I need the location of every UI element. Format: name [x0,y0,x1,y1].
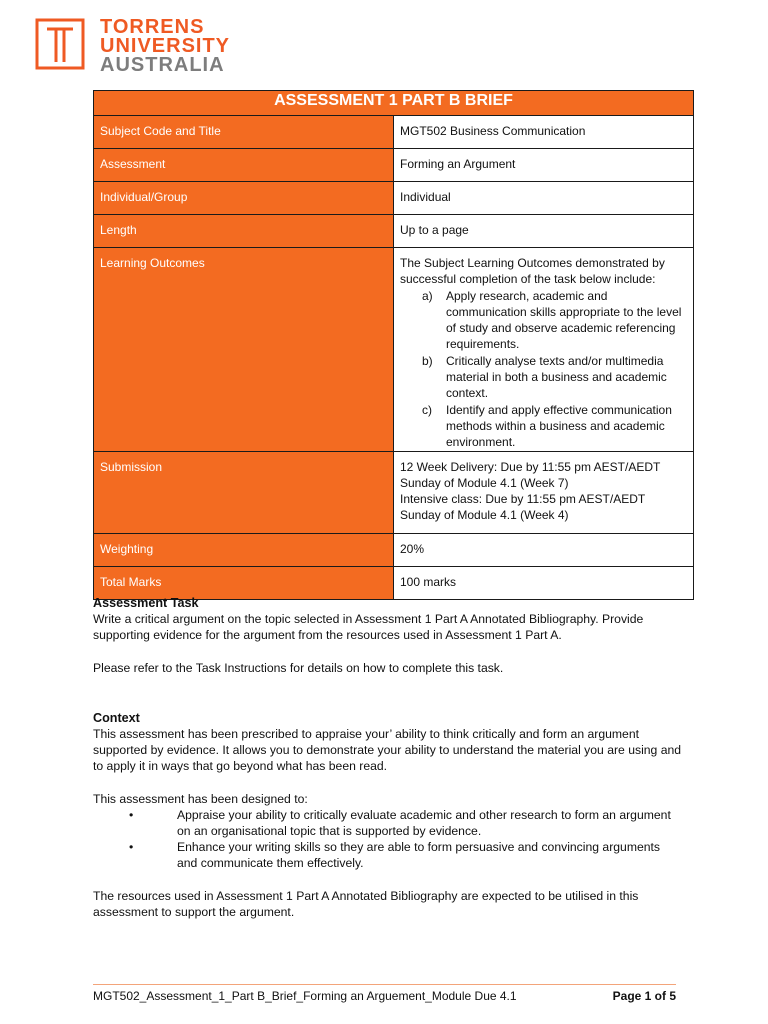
university-logo [35,18,230,75]
row-label: Weighting [94,533,394,566]
page-footer [93,989,676,1003]
brief-row-assessment [94,149,694,182]
brief-row-submission [94,451,694,533]
row-value: MGT502 Business Communication [394,116,694,149]
row-label: Assessment [94,149,394,182]
context-bullet-list [93,807,683,872]
row-value: 100 marks [394,566,694,599]
list-item-text: Critically analyse texts and/or multimedia material in both a business and academic context. [446,353,667,401]
logo-wordmark [100,18,230,75]
row-value: Individual [394,182,694,215]
brief-row-group [94,182,694,215]
row-label: Subject Code and Title [94,116,394,149]
task-paragraph: Write a critical argument on the topic selected in Assessment 1 Part A Annotated Bibliography. Provide supporting evidence for the argument from the resources used in Assessment 1 Part A. [93,612,644,643]
list-item-text: Enhance your writing skills so they are able to form persuasive and convincing arguments and communicate them effectively. [177,840,661,871]
footer-divider [93,984,676,985]
brief-row-length [94,215,694,248]
row-value: 20% [394,533,694,566]
brief-row-outcomes [94,248,694,452]
row-label: Learning Outcomes [94,248,394,452]
context-paragraph: This assessment has been prescribed to appraise your’ ability to think critically and form an argument supported by evidence. It allows you to demonstrate your ability to understand the material you are using and to apply it in ways that go beyond what has been read. [93,727,682,774]
list-item-text: Identify and apply effective communication methods within a business and academic environment. [446,402,672,450]
logo-line-university: UNIVERSITY [100,35,231,57]
brief-row-weighting [94,533,694,566]
brief-title: ASSESSMENT 1 PART B BRIEF [94,91,694,116]
context-heading: Context [93,710,140,725]
submission-12-week: 12 Week Delivery: Due by 11:55 pm AEST/AEDT Sunday of Module 4.1 (Week 7) [400,459,661,490]
list-marker: a) [422,288,433,303]
context-designed-to: This assessment has been designed to: [93,791,308,806]
list-item-text: Apply research, academic and communication skills appropriate to the level of study and observe academic referencing requirements. [446,288,682,352]
row-label: Length [94,215,394,248]
task-instructions-note: Please refer to the Task Instructions for details on how to complete this task. [93,660,504,675]
row-value [394,451,694,533]
outcomes-intro: The Subject Learning Outcomes demonstrated by successful completion of the task below include: [400,256,665,287]
row-value: Forming an Argument [394,149,694,182]
torrens-t-logo-icon [35,18,85,70]
assessment-brief-table [93,90,694,600]
row-label: Submission [94,451,394,533]
bullet-icon: • [129,840,134,855]
list-item [400,288,687,353]
logo-line-torrens: TORRENS [100,16,205,38]
bullet-icon: • [129,807,134,822]
brief-title-row [94,91,694,116]
list-item-text: Appraise your ability to critically evaluate academic and other research to form an argument on an organisational topic that is supported by evidence. [177,807,671,839]
submission-intensive: Intensive class: Due by 11:55 pm AEST/AEDT Sunday of Module 4.1 (Week 4) [400,492,646,523]
outcomes-list [400,288,687,451]
logo-line-australia: AUSTRALIA [100,54,225,76]
row-label: Individual/Group [94,182,394,215]
row-value: Up to a page [394,215,694,248]
context-resources-paragraph: The resources used in Assessment 1 Part A Annotated Bibliography are expected to be utilised in this assessment to support the argument. [93,888,639,919]
list-item [400,402,687,451]
task-heading: Assessment Task [93,596,199,610]
page-number: Page 1 of 5 [612,989,676,1003]
footer-filename: MGT502_Assessment_1_Part B_Brief_Forming an Arguement_Module Due 4.1 [93,989,517,1003]
list-marker: c) [422,402,432,417]
list-item [93,807,683,839]
list-marker: b) [422,353,433,368]
brief-row-subject [94,116,694,149]
row-value [394,248,694,452]
row-label: Total Marks [94,566,394,599]
brief-body [93,595,683,920]
list-item [93,839,683,871]
list-item [400,353,687,402]
